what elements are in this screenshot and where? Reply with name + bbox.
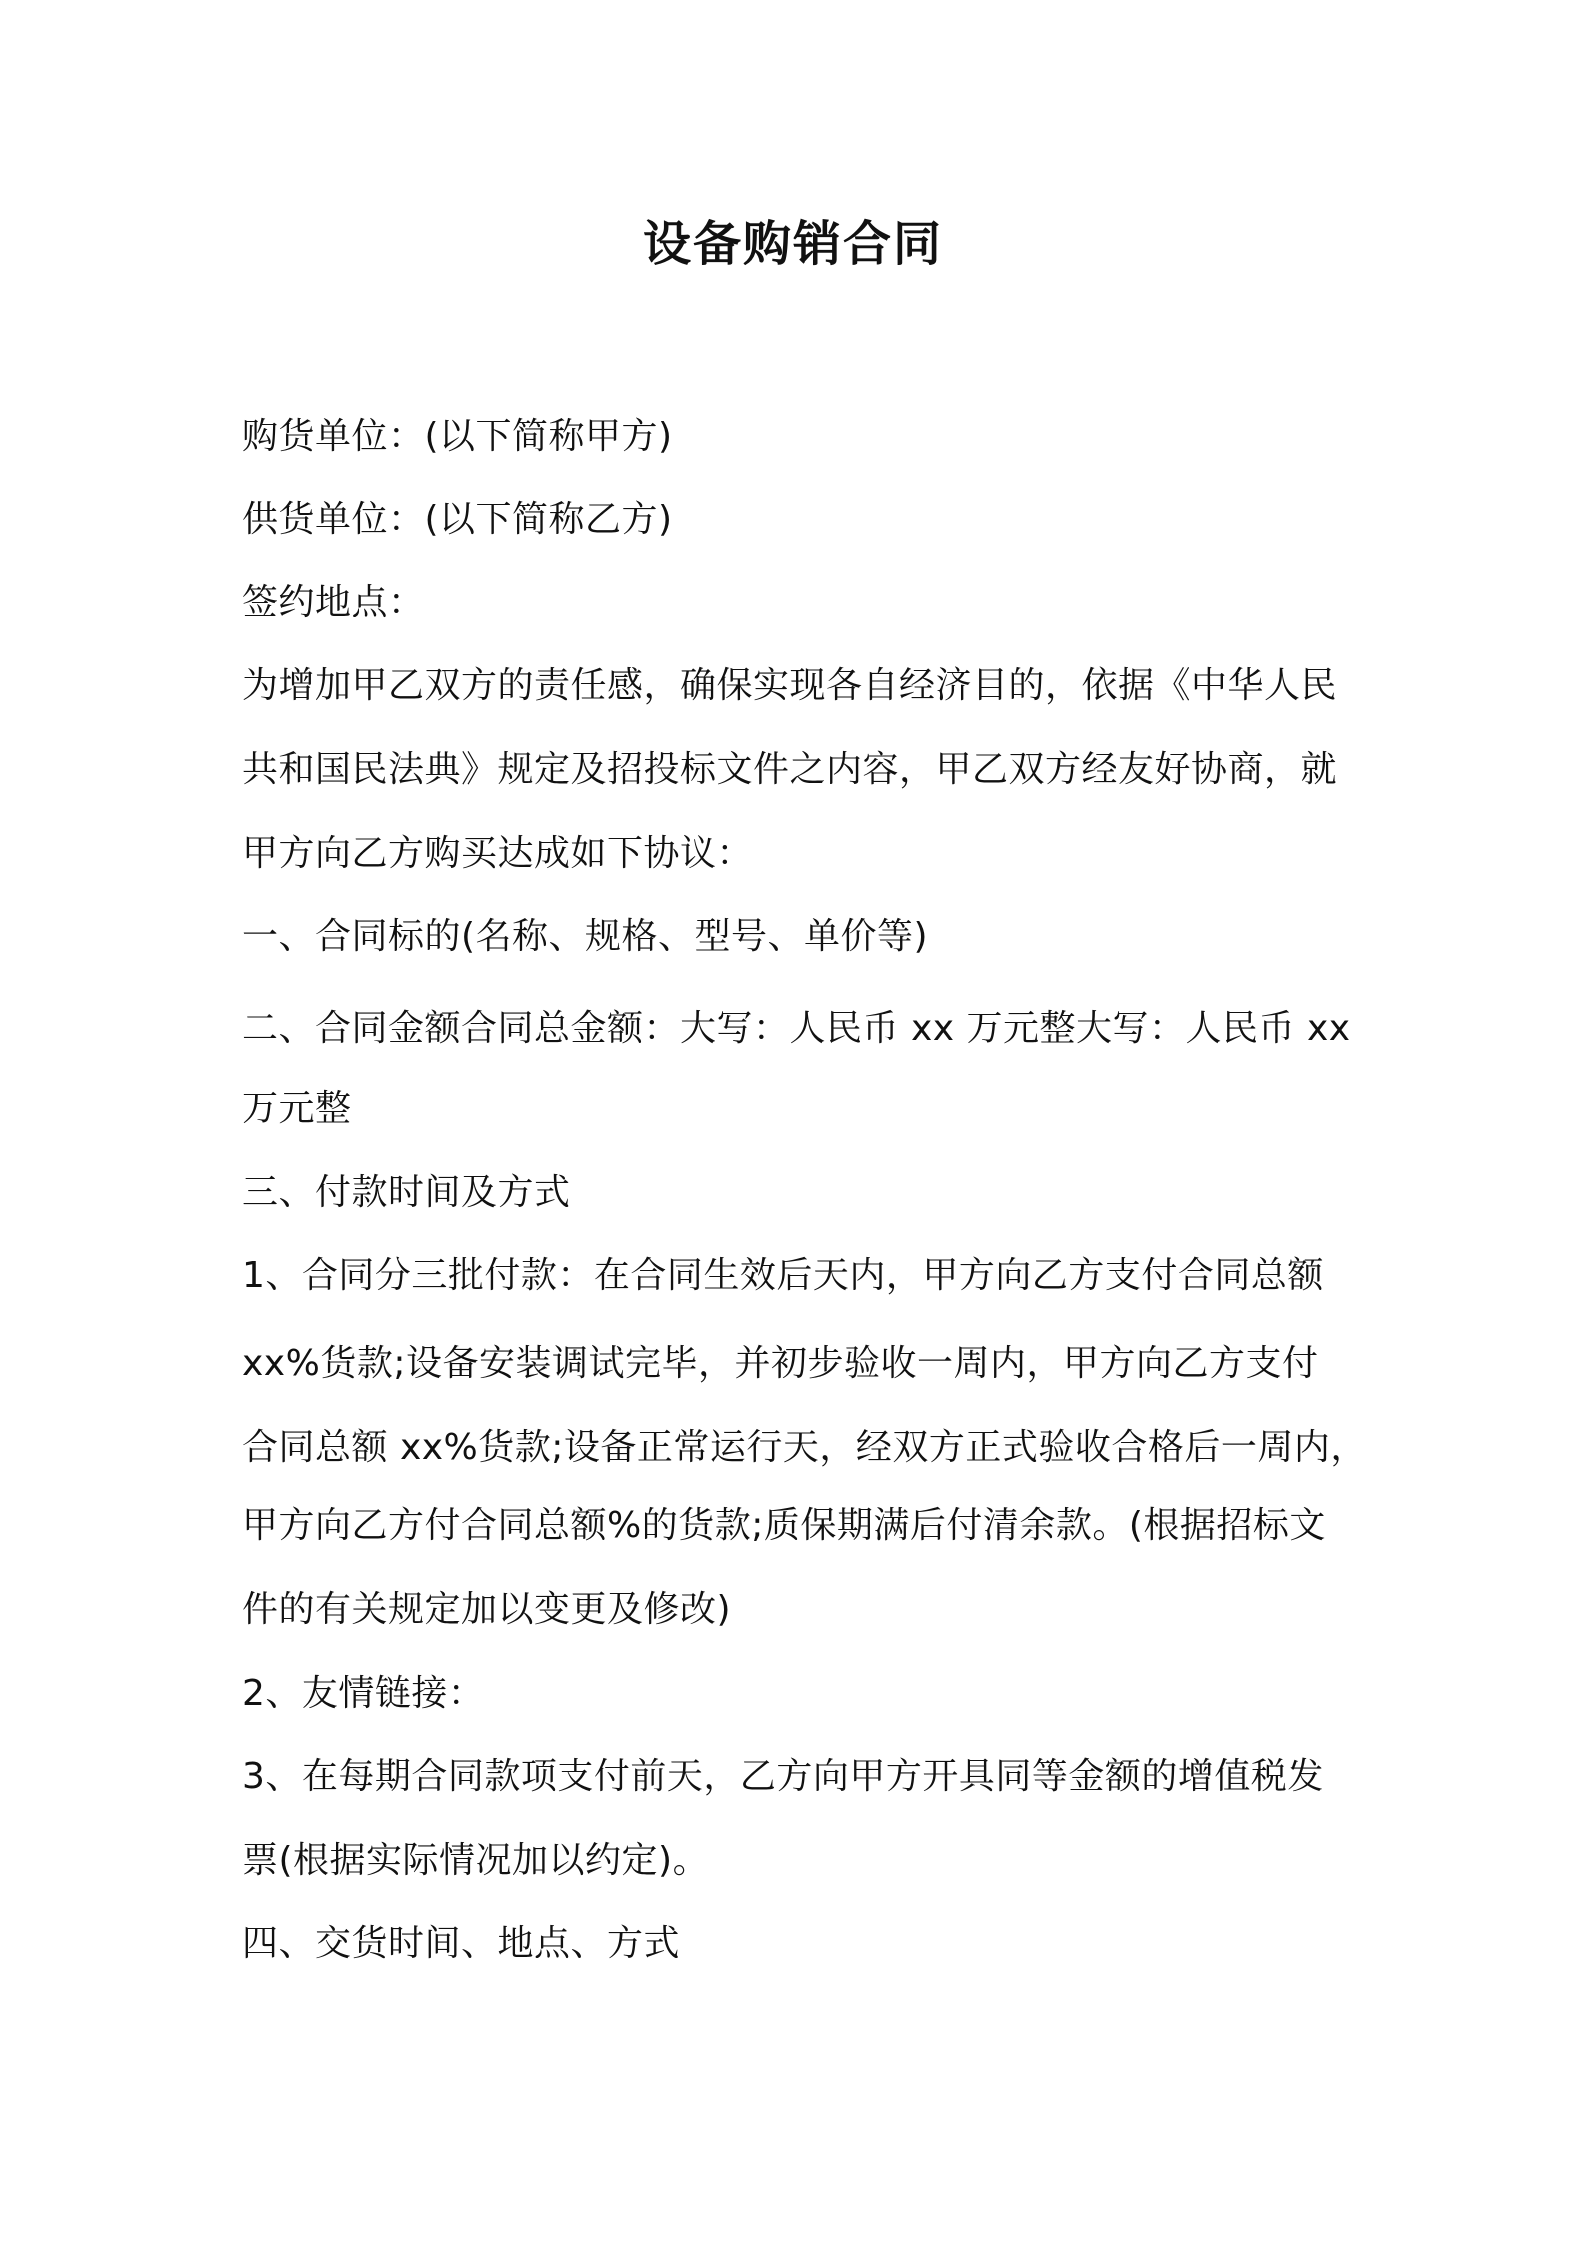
clause-3-line-1: 3、在每期合同款项支付前天，乙方向甲方开具同等金额的增值税发: [242, 1756, 1324, 1797]
preamble-line-2: 共和国民法典》规定及招投标文件之内容，甲乙双方经友好协商，就: [242, 749, 1338, 790]
preamble-line-1: 为增加甲乙双方的责任感，确保实现各自经济目的，依据《中华人民: [242, 665, 1338, 706]
clause-1-line-1: 1、合同分三批付款：在合同生效后天内，甲方向乙方支付合同总额: [242, 1255, 1324, 1296]
clause-1-line-2: xx%货款;设备安装调试完毕，并初步验收一周内，甲方向乙方支付: [242, 1343, 1319, 1384]
section-4-heading: 四、交货时间、地点、方式: [242, 1923, 681, 1964]
section-3-heading: 三、付款时间及方式: [242, 1172, 571, 1213]
signing-place-line: 签约地点：: [242, 582, 425, 623]
section-1-heading: 一、合同标的(名称、规格、型号、单价等): [242, 916, 929, 957]
clause-3-line-2: 票(根据实际情况加以约定)。: [242, 1840, 710, 1881]
section-2-line-1: 二、合同金额合同总金额：大写：人民币 xx 万元整大写：人民币 xx: [242, 1008, 1351, 1049]
clause-2-line: 2、友情链接：: [242, 1673, 485, 1714]
clause-1-line-3: 合同总额 xx%货款;设备正常运行天，经双方正式验收合格后一周内，: [242, 1427, 1367, 1468]
clause-1-line-5: 件的有关规定加以变更及修改): [242, 1589, 732, 1630]
buyer-line: 购货单位：(以下简称甲方): [242, 416, 673, 457]
document-title: 设备购销合同: [642, 216, 943, 272]
supplier-line: 供货单位：(以下简称乙方): [242, 499, 673, 540]
preamble-line-3: 甲方向乙方购买达成如下协议：: [242, 833, 754, 874]
clause-1-line-4: 甲方向乙方付合同总额%的货款;质保期满后付清余款。(根据招标文: [242, 1505, 1326, 1546]
section-2-line-2: 万元整: [242, 1088, 352, 1129]
